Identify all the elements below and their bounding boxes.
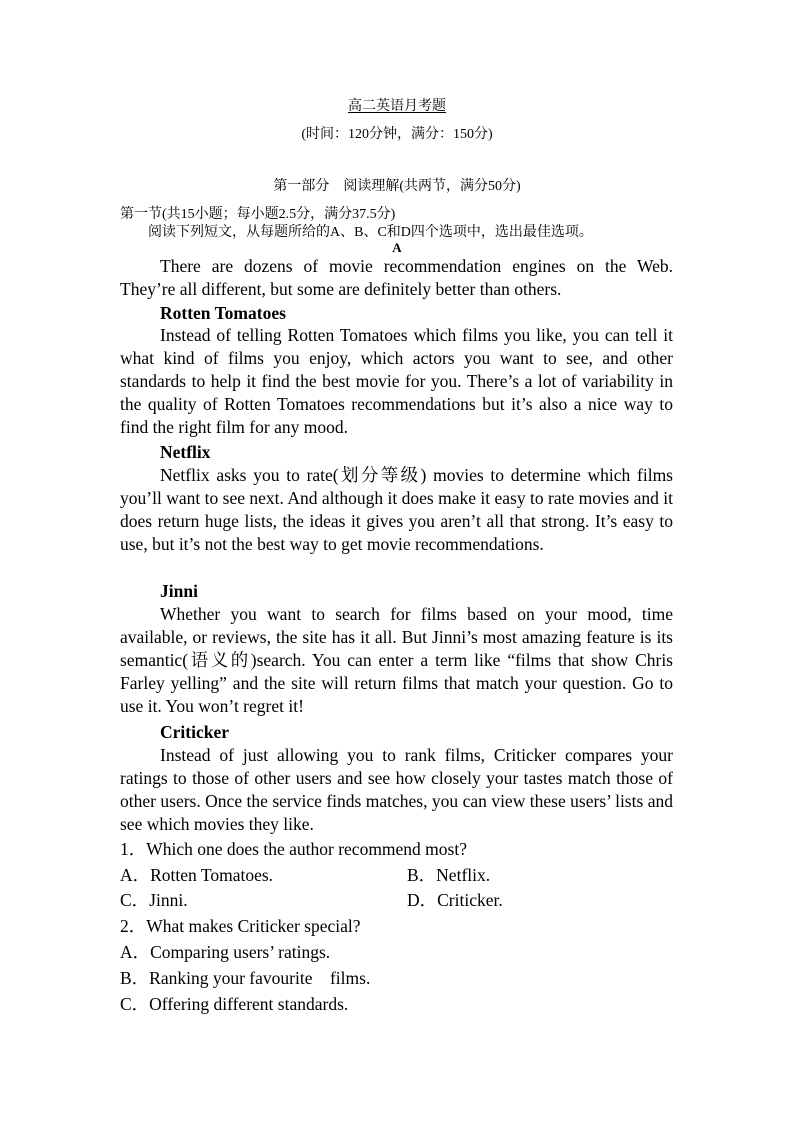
page-title: 高二英语月考题 [348, 99, 446, 114]
question-2-option-b: B．Ranking your favourite films. [120, 968, 371, 988]
question-2-option-c: C．Offering different standards. [120, 994, 349, 1014]
section-heading-jinni: Jinni [160, 581, 198, 601]
question-1-option-a: A．Rotten Tomatoes. [120, 865, 274, 885]
section-heading: 第一节(共15小题；每小题2.5分，满分37.5分) [120, 207, 396, 222]
section-heading-criticker: Criticker [160, 722, 229, 742]
passage-letter: A [392, 240, 402, 255]
question-1-option-d: D．Criticker. [407, 890, 503, 910]
section-text: Netflix asks you to rate(划分等级) movies to determine which films you’ll want to see next. And although it does make it easy to rate movies and it does return huge lists, the ideas it gives you aren’t all that strong. It’s easy to use, but it’s not the best way to get movie recommendations. [120, 465, 673, 554]
question-2-stem: 2．What makes Criticker special? [120, 916, 361, 936]
question-1-stem: 1．Which one does the author recommend most? [120, 839, 467, 859]
passage-intro [120, 255, 673, 301]
section-body-criticker [120, 744, 673, 836]
section-body-jinni [120, 603, 673, 718]
section-text: Instead of just allowing you to rank films, Criticker compares your ratings to those of other users and see how closely your tastes match those of other users. Once the service finds matches, you can view these users’ lists and see which movies they like. [120, 745, 673, 834]
question-1-option-c: C．Jinni. [120, 890, 188, 910]
instructions: 阅读下列短文，从每题所给的A、B、C和D四个选项中，选出最佳选项。 [148, 225, 593, 240]
section-heading-netflix: Netflix [160, 442, 211, 462]
question-2-option-a: A．Comparing users’ ratings. [120, 942, 331, 962]
part-heading: 第一部分 阅读理解(共两节，满分50分) [273, 179, 521, 194]
exam-time-score: (时间：120分钟，满分：150分) [301, 127, 493, 142]
section-heading-rotten-tomatoes: Rotten Tomatoes [160, 303, 286, 323]
section-body-netflix [120, 464, 673, 556]
question-1-option-b: B．Netflix. [407, 865, 491, 885]
passage-intro-text: There are dozens of movie recommendation engines on the Web. They’re all different, but some are definitely better than others. [120, 256, 673, 299]
section-text: Instead of telling Rotten Tomatoes which films you like, you can tell it what kind of films you enjoy, which actors you want to see, and other standards to help it find the best movie for you. There’s a lot of variability in the quality of Rotten Tomatoes recommendations but it’s also a nice way to find the right film for any mood. [120, 325, 673, 437]
section-text: Whether you want to search for films based on your mood, time available, or reviews, the site has it all. But Jinni’s most amazing feature is its semantic(语义的)search. You can enter a term like “films that show Chris Farley yelling” and the site will return films that match your question. Go to use it. You won’t regret it! [120, 604, 673, 716]
section-body-rotten-tomatoes [120, 324, 673, 439]
